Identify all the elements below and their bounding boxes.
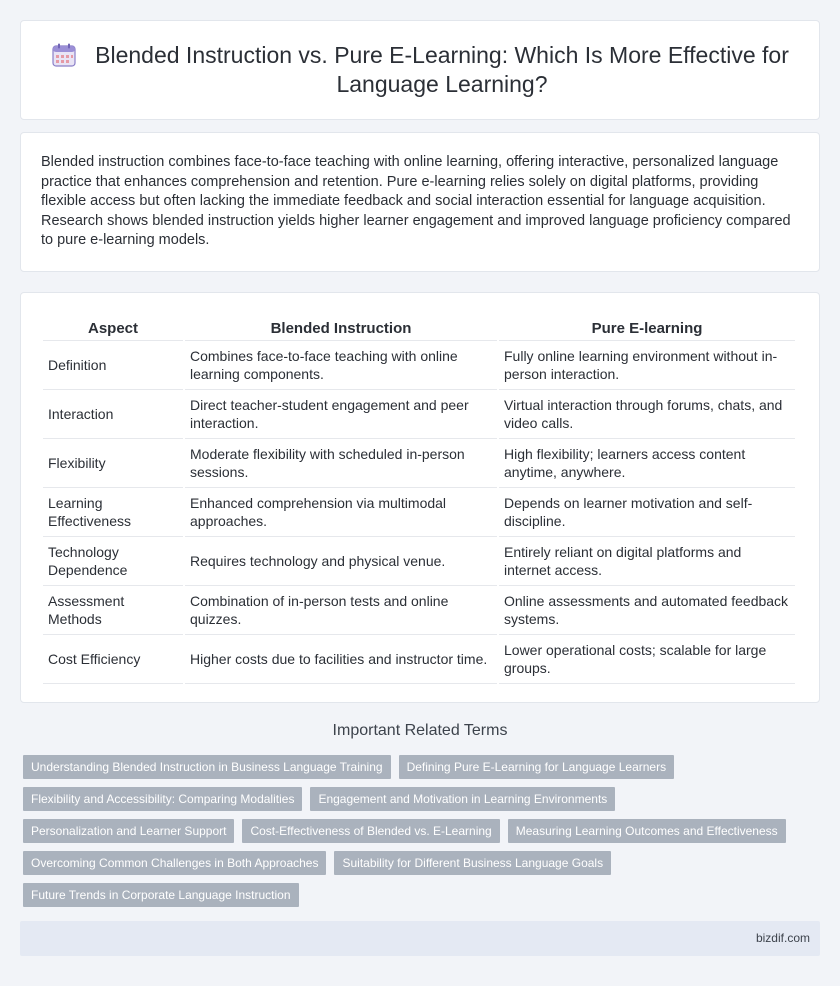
table-row — [43, 488, 795, 537]
table-row — [43, 537, 795, 586]
header-aspect: Aspect — [43, 313, 183, 341]
table-header-row — [43, 313, 795, 341]
related-term-tag[interactable]: Suitability for Different Business Language Goals — [334, 851, 611, 875]
related-term-tag[interactable]: Flexibility and Accessibility: Comparing Modalities — [23, 787, 302, 811]
intro-paragraph: Blended instruction combines face-to-face teaching with online learning, offering interactive, personalized language practice that enhances comprehension and retention. Pure e-learning relies solely on digital platforms, providing flexible access but often lacking the immediate feedback and social interaction essential for language acquisition. Research shows blended instruction yields higher learner engagement and improved language proficiency compared to pure e-learning models. — [41, 154, 791, 248]
cell-blended: Moderate flexibility with scheduled in-person sessions. — [185, 439, 497, 488]
cell-aspect: Cost Efficiency — [43, 635, 183, 684]
cell-aspect: Definition — [43, 341, 183, 390]
cell-blended: Requires technology and physical venue. — [185, 537, 497, 586]
table-row — [43, 341, 795, 390]
cell-blended: Combination of in-person tests and online quizzes. — [185, 586, 497, 635]
cell-aspect: Technology Dependence — [43, 537, 183, 586]
cell-elearning: Online assessments and automated feedback systems. — [499, 586, 795, 635]
comparison-card — [20, 292, 820, 703]
title-card — [20, 20, 820, 120]
footer — [20, 921, 820, 956]
related-term-tag[interactable]: Measuring Learning Outcomes and Effectiveness — [508, 819, 786, 843]
table-row — [43, 635, 795, 684]
cell-aspect: Assessment Methods — [43, 586, 183, 635]
cell-elearning: High flexibility; learners access content anytime, anywhere. — [499, 439, 795, 488]
page-title: Blended Instruction vs. Pure E-Learning: Which Is More Effective for Language Learning? — [95, 42, 789, 97]
cell-blended: Combines face-to-face teaching with online learning components. — [185, 341, 497, 390]
cell-elearning: Depends on learner motivation and self-discipline. — [499, 488, 795, 537]
related-terms-list — [23, 755, 823, 915]
related-term-tag[interactable]: Engagement and Motivation in Learning Environments — [310, 787, 615, 811]
intro-card — [20, 132, 820, 272]
cell-aspect: Learning Effectiveness — [43, 488, 183, 537]
header-blended: Blended Instruction — [185, 313, 497, 341]
table-row — [43, 390, 795, 439]
related-terms-heading: Important Related Terms — [332, 722, 508, 739]
related-term-tag[interactable]: Overcoming Common Challenges in Both Approaches — [23, 851, 326, 875]
comparison-table — [41, 313, 797, 684]
cell-blended: Enhanced comprehension via multimodal approaches. — [185, 488, 497, 537]
related-term-tag[interactable]: Future Trends in Corporate Language Instruction — [23, 883, 299, 907]
cell-elearning: Lower operational costs; scalable for large groups. — [499, 635, 795, 684]
cell-elearning: Entirely reliant on digital platforms and internet access. — [499, 537, 795, 586]
table-row — [43, 439, 795, 488]
calendar-icon — [51, 42, 77, 68]
cell-elearning: Virtual interaction through forums, chats, and video calls. — [499, 390, 795, 439]
cell-aspect: Flexibility — [43, 439, 183, 488]
cell-aspect: Interaction — [43, 390, 183, 439]
cell-elearning: Fully online learning environment without in-person interaction. — [499, 341, 795, 390]
footer-site-link[interactable]: bizdif.com — [755, 931, 810, 945]
cell-blended: Direct teacher-student engagement and peer interaction. — [185, 390, 497, 439]
related-term-tag[interactable]: Defining Pure E-Learning for Language Learners — [399, 755, 675, 779]
related-term-tag[interactable]: Personalization and Learner Support — [23, 819, 234, 843]
cell-blended: Higher costs due to facilities and instructor time. — [185, 635, 497, 684]
related-term-tag[interactable]: Cost-Effectiveness of Blended vs. E-Learning — [242, 819, 499, 843]
table-row — [43, 586, 795, 635]
related-term-tag[interactable]: Understanding Blended Instruction in Business Language Training — [23, 755, 391, 779]
header-elearning: Pure E-learning — [499, 313, 795, 341]
